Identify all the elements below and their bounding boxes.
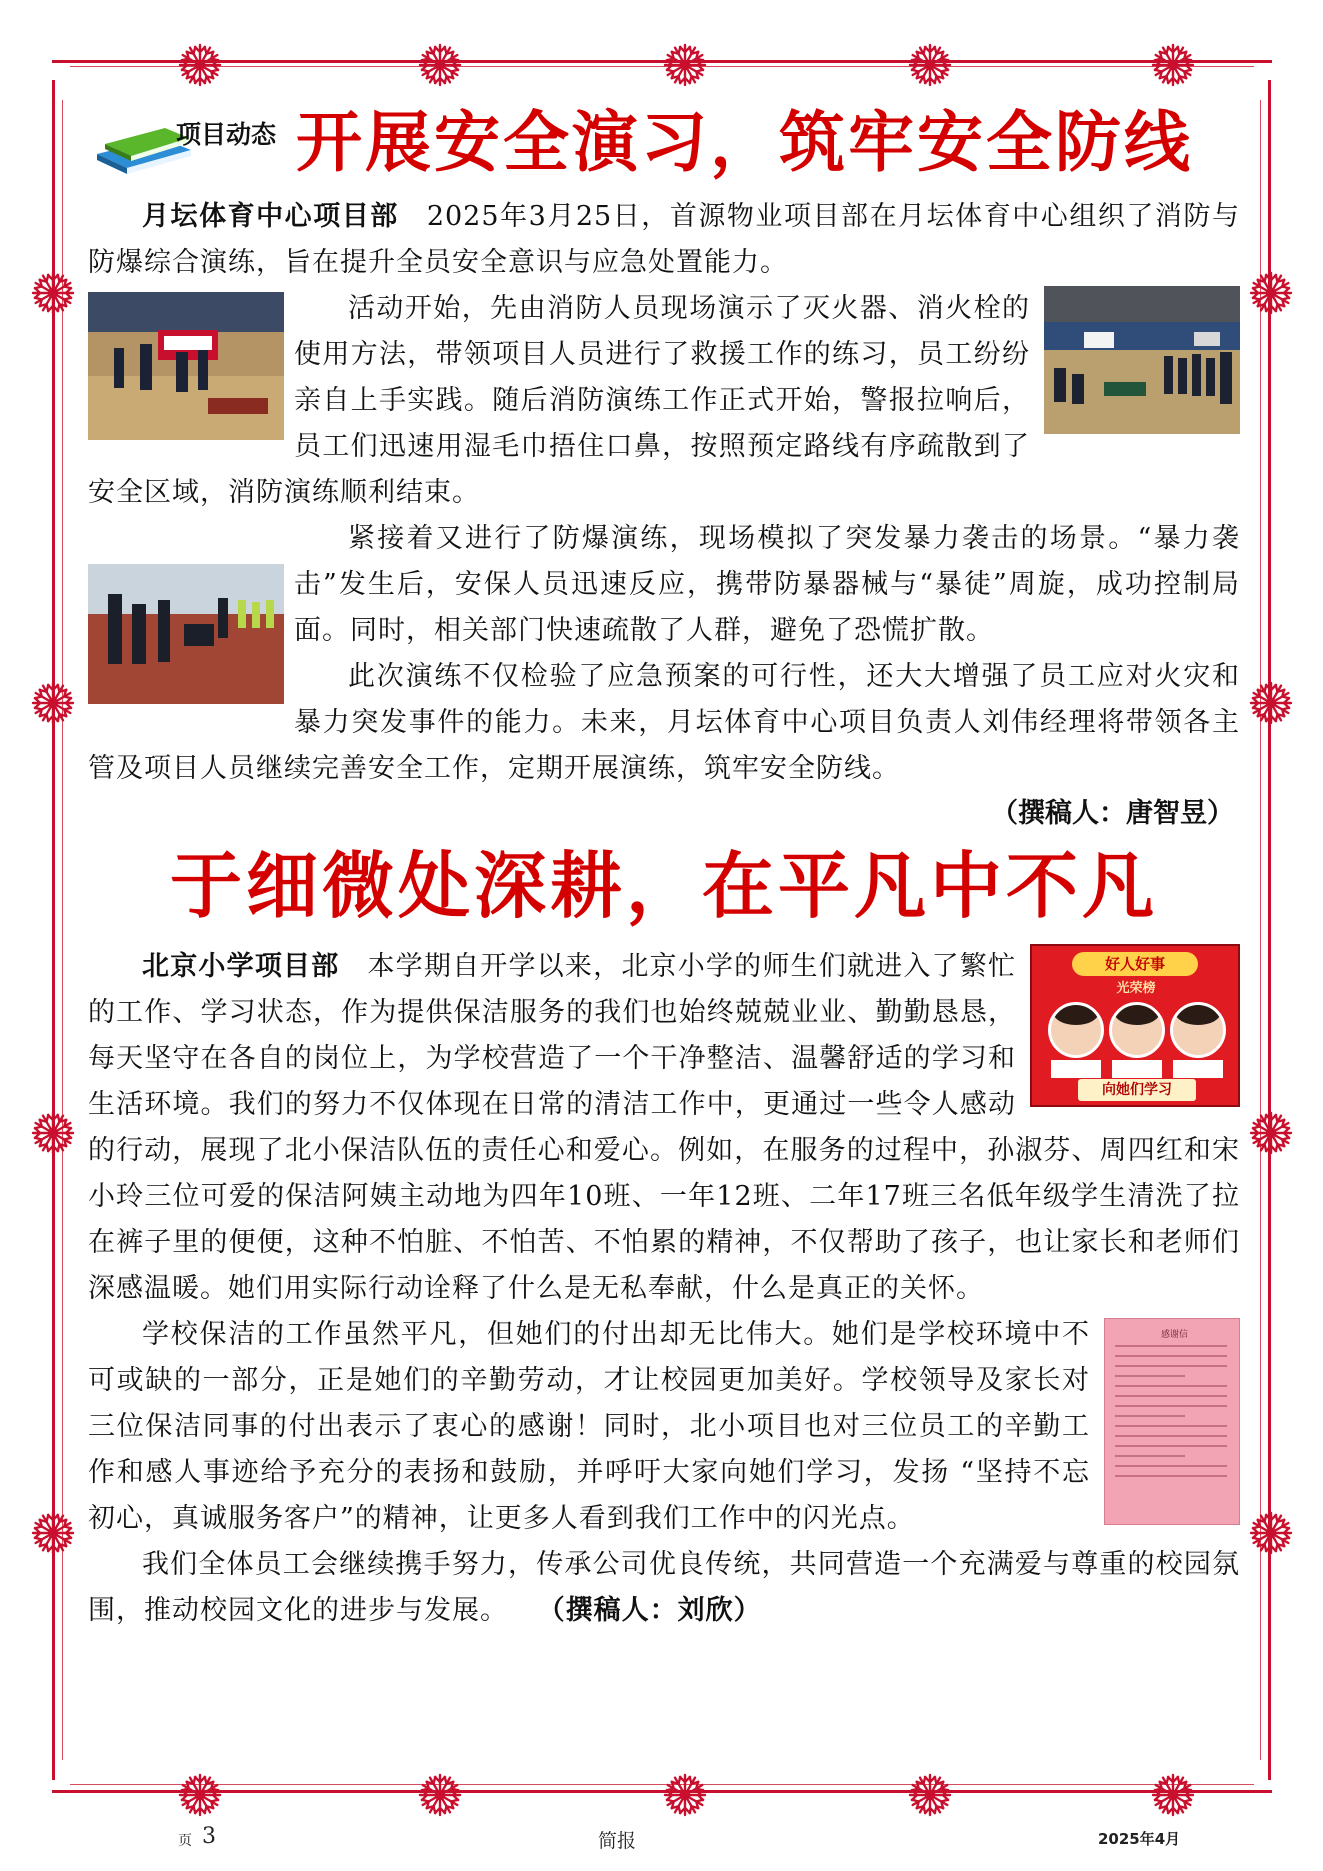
letter-line <box>1115 1355 1227 1357</box>
letter-line <box>1115 1435 1227 1437</box>
letter-title: 感谢信 <box>1161 1330 1189 1340</box>
article-2-paragraph-1: 北京小学项目部 本学期自开学以来，北京小学的师生们就进入了繁忙的工作、学习状态，作为提供保洁服务的我们也始终兢兢业业、勤勤恳恳，每天坚守在各自的岗位上，为学校营造了一个干净整洁、温馨舒适的学习和生活环境。我们的努力不仅体现在日常的清洁工作中，更通过一些令人感动的行动，展现了北小保洁队伍的责任心和爱心。例如，在服务的过程中，孙淑芬、周四红和宋小玲三位可爱的保洁阿姨主动地为四年10班、一年12班、二年17班三名低年级学生清洗了拉在裤子里的便便，这种不怕脏、不怕苦、不怕累的精神，不仅帮助了孩子，也让家长和老师们深感温暖。她们用实际行动诠释了什么是无私奉献，什么是真正的关怀。 <box>88 951 1240 1304</box>
letter-line <box>1115 1425 1227 1427</box>
letter-line <box>1115 1375 1185 1377</box>
article-2-paragraph-3: 我们全体员工会继续携手努力，传承公司优良传统，共同营造一个充满爱与尊重的校园氛围，推动校园文化的进步与发展。 （撰稿人：刘欣） <box>88 1549 1240 1626</box>
snowflake-ornament-icon <box>30 680 76 726</box>
honor-board-subtitle: 光荣榜 <box>1116 981 1156 996</box>
snowflake-ornament-icon <box>417 1772 463 1818</box>
gym-drill-photo <box>1044 286 1240 434</box>
snowflake-ornament-icon <box>1248 680 1294 726</box>
article-2 <box>88 944 1240 1634</box>
letter-line <box>1115 1385 1227 1387</box>
snowflake-ornament-icon <box>662 1772 708 1818</box>
honor-board-image <box>1030 944 1240 1107</box>
article-2-author: （撰稿人：刘欣） <box>537 1595 762 1626</box>
snowflake-ornament-icon <box>177 1772 223 1818</box>
fire-equipment-photo <box>88 292 284 440</box>
article-1-paragraph-1: 月坛体育中心项目部 2025年3月25日，首源物业项目部在月坛体育中心组织了消防与防爆综合演练，旨在提升全员安全意识与应急处置能力。 <box>88 201 1241 278</box>
name-tag <box>1112 1060 1162 1078</box>
article-title: 开展安全演习，筑牢安全防线 <box>296 104 1193 181</box>
thank-you-letter-image <box>1104 1318 1240 1525</box>
name-tag <box>1173 1060 1223 1078</box>
letter-line <box>1115 1415 1185 1417</box>
honoree-photo <box>1048 1002 1104 1058</box>
snowflake-ornament-icon <box>1248 270 1294 316</box>
article-header <box>88 98 1240 194</box>
letter-line <box>1115 1345 1227 1347</box>
section-tag: 项目动态 <box>176 120 277 149</box>
page-label: 页 <box>178 1833 192 1849</box>
letter-line <box>1115 1365 1227 1367</box>
name-tag <box>1051 1060 1101 1078</box>
letter-line <box>1115 1455 1185 1457</box>
letter-line <box>1115 1395 1227 1397</box>
snowflake-ornament-icon <box>417 42 463 88</box>
snowflake-ornament-icon <box>30 1110 76 1156</box>
snowflake-ornament-icon <box>907 42 953 88</box>
publication-name: 简报 <box>598 1830 637 1852</box>
page-content <box>88 98 1240 1634</box>
honor-board-banner: 好人好事 <box>1072 952 1198 976</box>
letter-line <box>1115 1475 1227 1477</box>
article-1-paragraph-2: 活动开始，先由消防人员现场演示了灭火器、消火栓的使用方法，带领项目人员进行了救援工作的练习，员工纷纷亲自上手实践。随后消防演练工作正式开始，警报拉响后，员工们迅速用湿毛巾捂住口鼻，按照预定路线有序疏散到了安全区域，消防演练顺利结束。 <box>88 293 1030 508</box>
snowflake-ornament-icon <box>30 1510 76 1556</box>
letter-line <box>1115 1465 1227 1467</box>
snowflake-ornament-icon <box>1248 1110 1294 1156</box>
department-label: 月坛体育中心项目部 <box>142 201 399 232</box>
article-1-paragraph-3: 紧接着又进行了防爆演练，现场模拟了突发暴力袭击的场景。“暴力袭击”发生后，安保人员迅速反应，携带防暴器械与“暴徒”周旋，成功控制局面。同时，相关部门快速疏散了人群，避免了恐慌扩散。 <box>294 523 1240 646</box>
snowflake-ornament-icon <box>30 270 76 316</box>
honoree-photo <box>1170 1002 1226 1058</box>
article-2-paragraph-2: 学校保洁的工作虽然平凡，但她们的付出却无比伟大。她们是学校环境中不可或缺的一部分，正是她们的辛勤劳动，才让校园更加美好。学校领导及家长对三位保洁同事的付出表示了衷心的感谢！同时，北小项目也对三位员工的辛勤工作和感人事迹给予充分的表扬和鼓励，并呼吁大家向她们学习，发扬 “坚持不忘初心，真诚服务客户”的精神，让更多人看到我们工作中的闪光点。 <box>88 1319 1090 1534</box>
article-1-author: （撰稿人：唐智昱） <box>991 798 1234 829</box>
article-1-paragraph-4: 此次演练不仅检验了应急预案的可行性，还大大增强了员工应对火灾和暴力突发事件的能力。未来，月坛体育中心项目负责人刘伟经理将带领各主管及项目人员继续完善安全工作，定期开展演练，筑牢安全防线。 <box>88 661 1240 784</box>
page-number: 3 <box>202 1824 216 1849</box>
riot-drill-photo <box>88 564 284 704</box>
snowflake-ornament-icon <box>1150 1772 1196 1818</box>
page-footer <box>0 1824 1323 1854</box>
issue-date: 2025年4月 <box>1098 1830 1181 1848</box>
article-2-title: 于细微处深耕，在平凡中不凡 <box>169 844 1158 928</box>
snowflake-ornament-icon <box>1248 1510 1294 1556</box>
letter-line <box>1115 1405 1227 1407</box>
department-label: 北京小学项目部 <box>142 951 340 982</box>
article-1 <box>88 194 1240 836</box>
snowflake-ornament-icon <box>662 42 708 88</box>
snowflake-ornament-icon <box>907 1772 953 1818</box>
letter-line <box>1115 1445 1227 1447</box>
honor-board-footer: 向她们学习 <box>1078 1079 1196 1101</box>
snowflake-ornament-icon <box>177 42 223 88</box>
honoree-photo <box>1109 1002 1165 1058</box>
snowflake-ornament-icon <box>1150 42 1196 88</box>
